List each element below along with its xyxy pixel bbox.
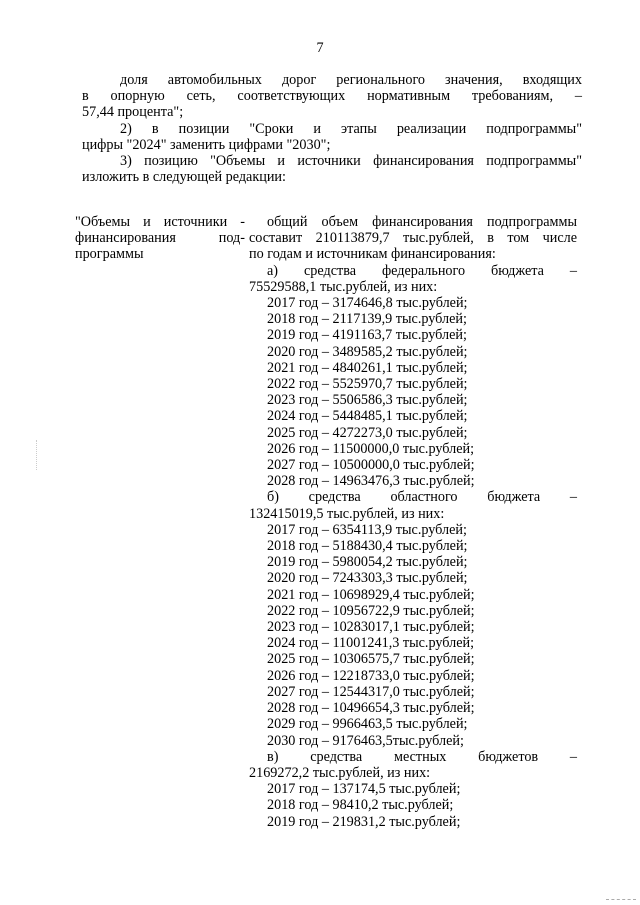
scan-margin-mark	[36, 440, 38, 470]
local-year-line: 2019 год – 219831,2 тыс.рублей;	[267, 813, 461, 830]
local-budget-heading: в) средства местных бюджетов –	[267, 748, 577, 765]
position-label-line: финансирования под-	[75, 230, 245, 247]
federal-year-line: 2024 год – 5448485,1 тыс.рублей;	[267, 408, 468, 425]
federal-year-line: 2020 год – 3489585,2 тыс.рублей;	[267, 343, 468, 360]
federal-year-line: 2022 год – 5525970,7 тыс.рублей;	[267, 376, 468, 393]
intro-line: цифры "2024" заменить цифрами "2030";	[82, 136, 331, 153]
local-year-line: 2018 год – 98410,2 тыс.рублей;	[267, 797, 454, 814]
regional-year-line: 2030 год – 9176463,5тыс.рублей;	[267, 732, 464, 749]
regional-year-line: 2020 год – 7243303,3 тыс.рублей;	[267, 570, 468, 587]
local-budget-total: 2169272,2 тыс.рублей, из них:	[249, 764, 431, 781]
regional-year-line: 2022 год – 10956722,9 тыс.рублей;	[267, 602, 475, 619]
intro-line: доля автомобильных дорог регионального значения, входящих	[120, 72, 582, 88]
financing-details	[249, 214, 577, 830]
federal-year-line: 2021 год – 4840261,1 тыс.рублей;	[267, 359, 468, 376]
intro-line: 3) позицию "Объемы и источники финансирования подпрограммы"	[120, 153, 582, 170]
regional-year-line: 2023 год – 10283017,1 тыс.рублей;	[267, 619, 475, 636]
federal-year-line: 2027 год – 10500000,0 тыс.рублей;	[267, 457, 475, 474]
federal-year-line: 2018 год – 2117139,9 тыс.рублей;	[267, 311, 467, 328]
regional-year-line: 2027 год – 12544317,0 тыс.рублей;	[267, 683, 475, 700]
financing-line: по годам и источникам финансирования:	[249, 246, 496, 263]
regional-year-line: 2025 год – 10306575,7 тыс.рублей;	[267, 651, 475, 668]
intro-line: 57,44 процента";	[82, 104, 184, 121]
federal-budget-total: 75529588,1 тыс.рублей, из них:	[249, 278, 438, 295]
local-year-line: 2017 год – 137174,5 тыс.рублей;	[267, 781, 461, 798]
position-label	[75, 214, 245, 263]
regional-budget-total: 132415019,5 тыс.рублей, из них:	[249, 505, 445, 522]
regional-year-line: 2029 год – 9966463,5 тыс.рублей;	[267, 716, 468, 733]
federal-budget-heading: а) средства федерального бюджета –	[267, 262, 577, 279]
regional-year-line: 2018 год – 5188430,4 тыс.рублей;	[267, 538, 468, 555]
regional-year-line: 2017 год – 6354113,9 тыс.рублей;	[267, 521, 467, 538]
regional-year-line: 2024 год – 11001241,3 тыс.рублей;	[267, 635, 475, 652]
regional-year-line: 2028 год – 10496654,3 тыс.рублей;	[267, 700, 475, 717]
regional-year-line: 2026 год – 12218733,0 тыс.рублей;	[267, 667, 475, 684]
intro-text	[82, 72, 582, 185]
financing-line: общий объем финансирования подпрограммы	[267, 214, 577, 230]
intro-line: в опорную сеть, соответствующих нормативным требованиям, –	[82, 88, 582, 105]
federal-year-line: 2023 год – 5506586,3 тыс.рублей;	[267, 392, 468, 409]
position-label-line: "Объемы и источники -	[75, 214, 245, 230]
federal-year-line: 2019 год – 4191163,7 тыс.рублей;	[267, 327, 467, 344]
federal-year-line: 2025 год – 4272273,0 тыс.рублей;	[267, 424, 468, 441]
page-number: 7	[316, 40, 324, 56]
intro-line: 2) в позиции "Сроки и этапы реализации подпрограммы"	[120, 120, 582, 137]
federal-year-line: 2026 год – 11500000,0 тыс.рублей;	[267, 440, 475, 457]
financing-line: составит 210113879,7 тыс.рублей, в том числе	[249, 230, 577, 247]
regional-budget-heading: б) средства областного бюджета –	[267, 489, 577, 506]
regional-year-line: 2021 год – 10698929,4 тыс.рублей;	[267, 586, 475, 603]
scan-corner-mark	[606, 899, 636, 901]
regional-year-line: 2019 год – 5980054,2 тыс.рублей;	[267, 554, 468, 571]
intro-line: изложить в следующей редакции:	[82, 169, 286, 186]
federal-year-line: 2028 год – 14963476,3 тыс.рублей;	[267, 473, 475, 490]
position-label-line: программы	[75, 246, 144, 263]
federal-year-line: 2017 год – 3174646,8 тыс.рублей;	[267, 295, 468, 312]
